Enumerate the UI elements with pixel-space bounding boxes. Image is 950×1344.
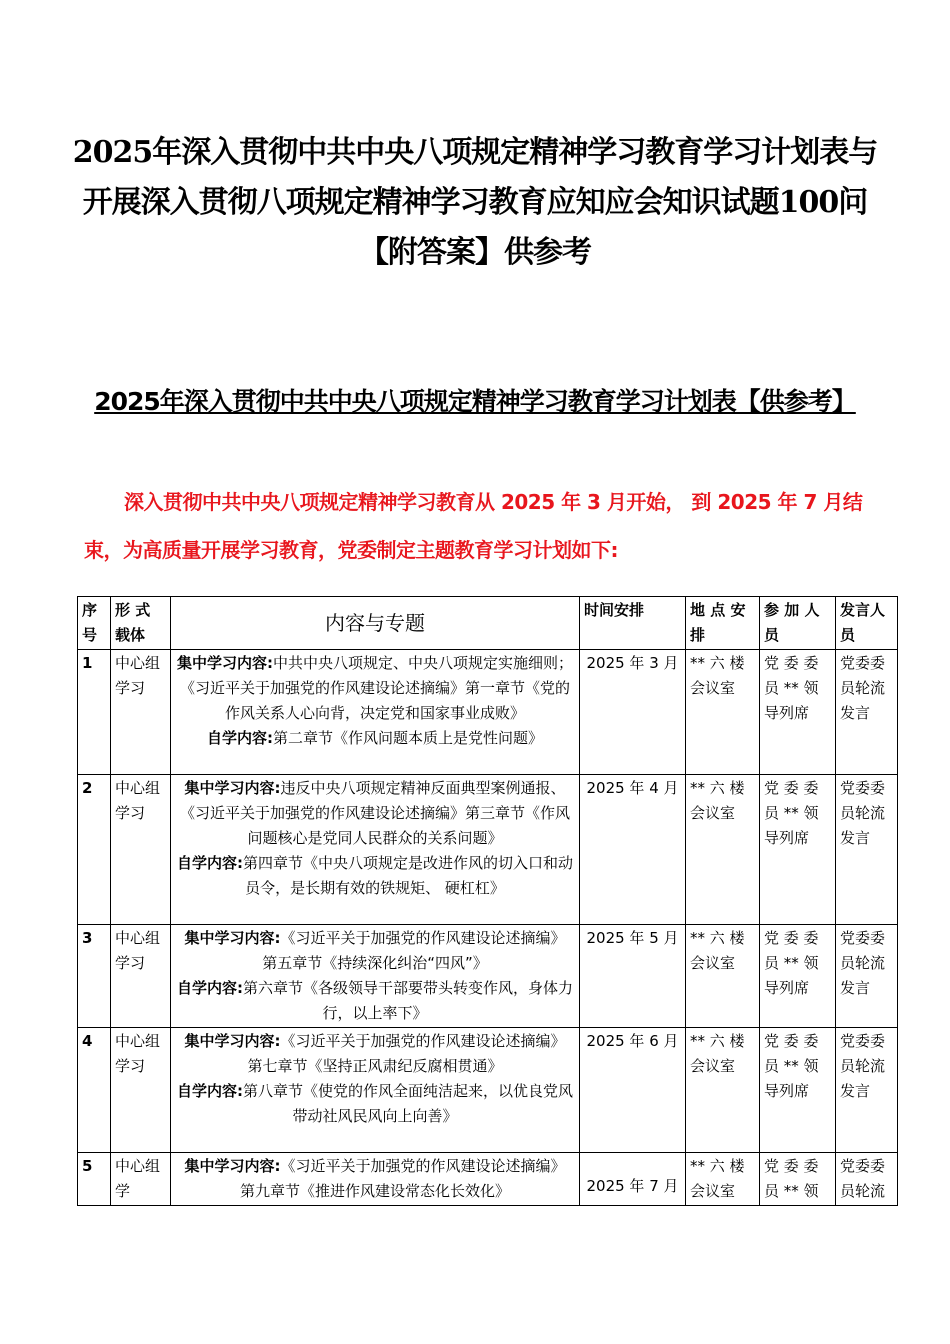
row-time [580,1153,686,1206]
central-study-text: 《习近平关于加强党的作风建设论述摘编》 第七章节《坚持正风肃纪反腐相贯通》 [247,1032,566,1075]
row-speakers: 党委委员轮流发言 [836,1028,898,1153]
row-content [171,775,580,925]
row-content-clip [175,1154,575,1204]
central-study-label: 集中学习内容: [176,654,273,672]
row-time-text: 2025 年 7 月 [586,1177,679,1195]
central-study-text: 中共中央八项规定、中央八项规定实施细则； 《习近平关于加强党的作风建设论述摘编》第一章节《党的作风关系人心向背，决定党和国家事业成败》 [179,654,573,722]
row-num [78,1153,111,1206]
table-row [78,925,898,1028]
row-form [111,1153,171,1206]
row-form: 中心组学习 [111,650,171,775]
self-study-label: 自学内容: [176,979,243,997]
row-num: 2 [78,775,111,925]
central-study-text: 违反中央八项规定精神反面典型案例通报、 《习近平关于加强党的作风建设论述摘编》第三章节《作风问题核心是党同人民群众的关系问题》 [179,779,570,847]
row-speakers: 党委委员轮流发言 [836,650,898,775]
self-study-text: 第六章节《各级领导干部要带头转变作风，身体力行，以上率下》 [242,979,573,1022]
row-attendees: 党 委 委 员 ** 领 导列席 [760,925,836,1028]
row-num: 4 [78,1028,111,1153]
plan-table-title: 2025年深入贯彻中共中央八项规定精神学习教育学习计划表【供参考】 [94,387,856,416]
self-study-label: 自学内容: [176,854,243,872]
table-header-row [78,597,898,650]
row-attendees: 党 委 委 员 ** 领 导列席 [760,775,836,925]
row-attendees: 党 委 委 员 ** 领 导列席 [760,650,836,775]
row-time: 2025 年 3 月 [580,650,686,775]
central-study-label: 集中学习内容: [184,929,281,947]
row-place-text: ** 六 楼 会议室 [690,1157,745,1200]
row-place [686,1153,760,1206]
row-time: 2025 年 4 月 [580,775,686,925]
central-study-text: 《习近平关于加强党的作风建设论述摘编》 第九章节《推进作风建设常态化长效化》 [239,1157,566,1200]
self-study-label: 自学内容: [176,1082,243,1100]
study-plan-table [77,596,898,1206]
central-study-text: 《习近平关于加强党的作风建设论述摘编》 第五章节《持续深化纠治“四风”》 [262,929,566,972]
document-title: 2025年深入贯彻中共中央八项规定精神学习教育学习计划表与开展深入贯彻八项规定精神学习教育应知应会知识试题100问【附答案】供参考 [72,135,878,270]
row-place: ** 六 楼 会议室 [686,1028,760,1153]
row-num: 3 [78,925,111,1028]
header-form: 形 式 载体 [111,597,171,650]
self-study-text: 第四章节《中央八项规定是改进作风的切入口和动员令，是长期有效的铁规矩、 硬杠杠》 [242,854,573,897]
table-row [78,1028,898,1153]
row-attendees [760,1153,836,1206]
header-attendees: 参 加 人 员 [760,597,836,650]
row-content [171,925,580,1028]
row-place: ** 六 楼 会议室 [686,925,760,1028]
header-num: 序号 [78,597,111,650]
self-study-label: 自学内容: [206,729,273,747]
row-place: ** 六 楼 会议室 [686,775,760,925]
header-content: 内容与专题 [171,597,580,650]
row-form: 中心组学习 [111,925,171,1028]
header-speakers: 发言人员 [836,597,898,650]
row-attendees: 党 委 委 员 ** 领 导列席 [760,1028,836,1153]
table-row [78,650,898,775]
header-time: 时间安排 [580,597,686,650]
row-speakers: 党委委员轮流发言 [836,925,898,1028]
self-study-text: 第八章节《使党的作风全面纯洁起来，以优良党风带动社风民风向上向善》 [242,1082,573,1125]
central-study-label: 集中学习内容: [184,1032,281,1050]
intro-paragraph: 深入贯彻中共中央八项规定精神学习教育从 2025 年 3 月开始， 到 2025 年 7 月结束，为高质量开展学习教育，党委制定主题教育学习计划如下: [84,490,863,562]
row-time: 2025 年 5 月 [580,925,686,1028]
central-study-label: 集中学习内容: [184,1157,281,1175]
row-num: 1 [78,650,111,775]
table-row [78,1153,898,1206]
row-content [171,1153,580,1206]
table-row [78,775,898,925]
self-study-text: 第二章节《作风问题本质上是党性问题》 [272,729,543,747]
row-speakers-text: 党委委员轮流 [840,1157,886,1200]
row-time: 2025 年 6 月 [580,1028,686,1153]
row-num-text: 5 [82,1157,93,1175]
row-content [171,650,580,775]
row-content [171,1028,580,1153]
row-speakers: 党委委员轮流发言 [836,775,898,925]
row-place: ** 六 楼 会议室 [686,650,760,775]
central-study-label: 集中学习内容: [184,779,281,797]
header-place: 地 点 安 排 [686,597,760,650]
row-form: 中心组学习 [111,775,171,925]
row-form: 中心组学习 [111,1028,171,1153]
row-speakers [836,1153,898,1206]
row-form-text: 中心组学 [115,1157,161,1200]
row-attendees-text: 党 委 委 员 ** 领 [764,1157,819,1200]
